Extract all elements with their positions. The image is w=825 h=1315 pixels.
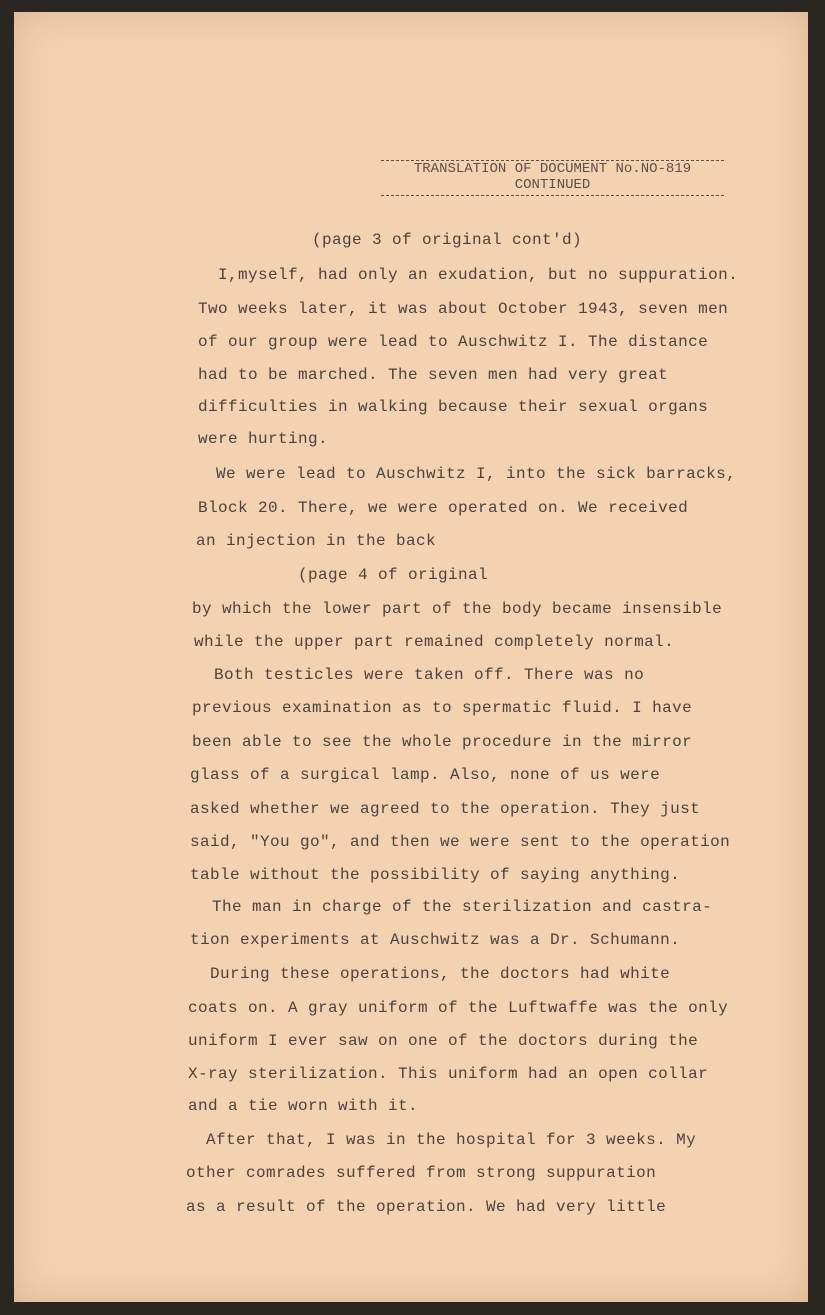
page-marker-3: (page 3 of original cont'd) — [312, 231, 583, 249]
page-marker-4: (page 4 of original — [298, 566, 489, 584]
text-line: had to be marched. The seven men had very great — [198, 366, 669, 384]
text-line: uniform I ever saw on one of the doctors during the — [188, 1032, 699, 1050]
text-line: After that, I was in the hospital for 3 weeks. My — [206, 1131, 697, 1149]
text-line: The man in charge of the sterilization and castra- — [212, 898, 713, 916]
text-line: coats on. A gray uniform of the Luftwaffe was the only — [188, 999, 729, 1017]
text-line: table without the possibility of saying anything. — [190, 866, 681, 884]
text-line: were hurting. — [198, 430, 329, 448]
document-title: TRANSLATION OF DOCUMENT No.NO-819 — [413, 161, 692, 177]
text-line: previous examination as to spermatic fluid. I have — [192, 699, 693, 717]
text-line: I,myself, had only an exudation, but no suppuration. — [218, 266, 739, 284]
text-line: Both testicles were taken off. There was no — [214, 666, 645, 684]
text-line: been able to see the whole procedure in the mirror — [192, 733, 693, 751]
text-line: other comrades suffered from strong suppuration — [186, 1164, 657, 1182]
text-line: of our group were lead to Auschwitz I. The distance — [198, 333, 709, 351]
document-title-continued: CONTINUED — [514, 177, 591, 193]
text-line: Two weeks later, it was about October 1943, seven men — [198, 300, 729, 318]
text-line: by which the lower part of the body became insensible — [192, 600, 723, 618]
text-line: Block 20. There, we were operated on. We received — [198, 499, 689, 517]
text-line: glass of a surgical lamp. Also, none of us were — [190, 766, 661, 784]
text-line: while the upper part remained completely normal. — [194, 633, 675, 651]
text-line: tion experiments at Auschwitz was a Dr. Schumann. — [190, 931, 681, 949]
text-line: said, "You go", and then we were sent to the operation — [190, 833, 731, 851]
text-line: We were lead to Auschwitz I, into the sick barracks, — [216, 465, 737, 483]
text-line: difficulties in walking because their sexual organs — [198, 398, 709, 416]
text-line: as a result of the operation. We had very little — [186, 1198, 667, 1216]
text-line: X-ray sterilization. This uniform had an open collar — [188, 1065, 709, 1083]
text-line: and a tie worn with it. — [188, 1097, 419, 1115]
text-line: an injection in the back — [196, 532, 437, 550]
header-bottom-rule — [381, 195, 724, 196]
text-line: During these operations, the doctors had white — [210, 965, 671, 983]
text-line: asked whether we agreed to the operation. They just — [190, 800, 701, 818]
